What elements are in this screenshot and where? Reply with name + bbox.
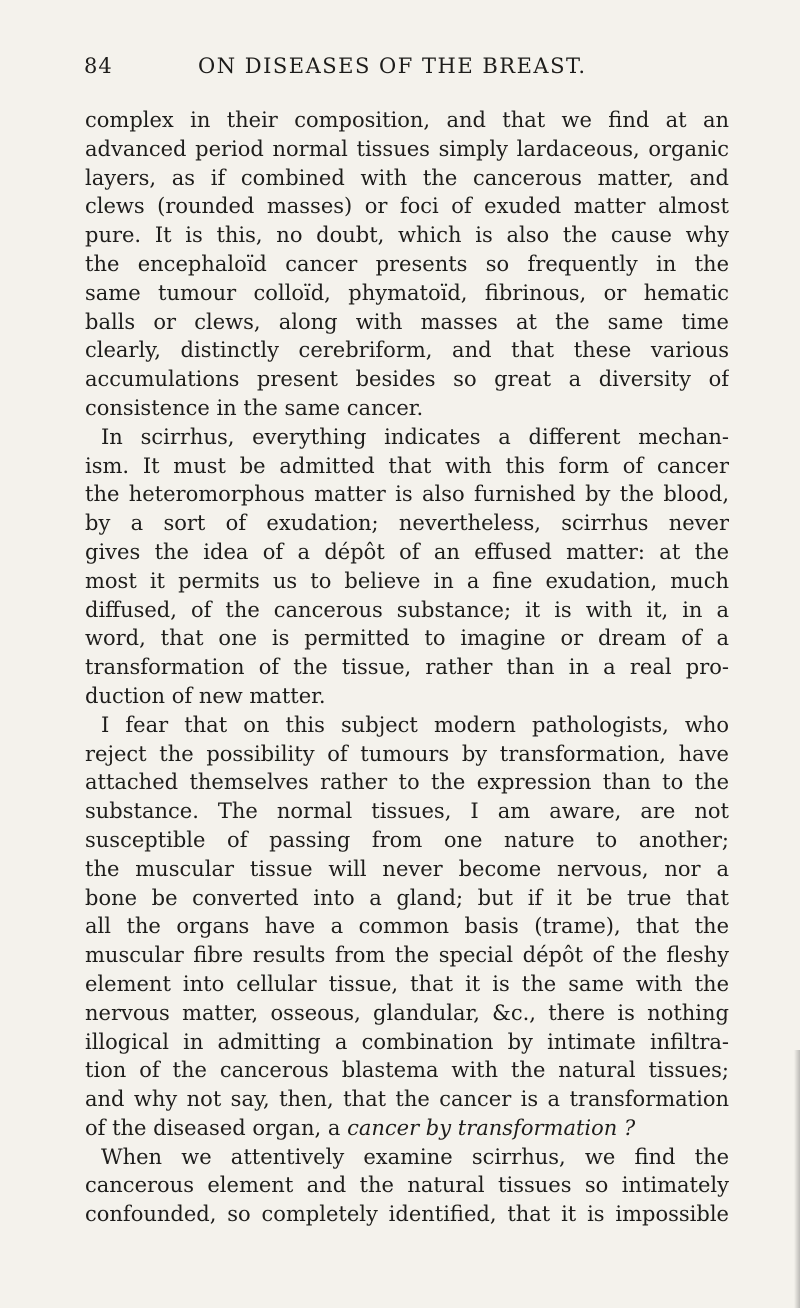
text-line bbox=[85, 1028, 729, 1057]
text-line-content: clearly, distinctly cerebriform, and that these various bbox=[85, 338, 729, 363]
text-line-content: duction of new matter. bbox=[85, 683, 326, 708]
text-line bbox=[85, 250, 729, 279]
text-line-content: layers, as if combined with the cancerous matter, and bbox=[85, 165, 729, 190]
text-line bbox=[85, 308, 729, 337]
text-line-content: gives the idea of a dépôt of an effused matter: at the bbox=[85, 539, 729, 564]
text-line-content: most it permits us to believe in a fine exudation, much bbox=[85, 568, 729, 593]
text-line bbox=[85, 1085, 729, 1114]
text-line bbox=[85, 567, 729, 596]
text-line bbox=[85, 941, 729, 970]
text-line bbox=[85, 1143, 729, 1172]
text-line-content: attached themselves rather to the expression than to the bbox=[85, 770, 729, 795]
text-line bbox=[85, 970, 729, 999]
text-line-content: tion of the cancerous blastema with the natural tissues; bbox=[85, 1058, 729, 1083]
running-title: ON DISEASES OF THE BREAST. bbox=[198, 54, 587, 78]
text-line bbox=[85, 221, 729, 250]
text-line bbox=[85, 452, 729, 481]
text-line-content: confounded, so completely identified, that it is impossible bbox=[85, 1202, 729, 1227]
text-line-italic: cancer by transformation ? bbox=[347, 1115, 636, 1140]
text-line-content: muscular fibre results from the special dépôt of the fleshy bbox=[85, 943, 729, 968]
text-line-content: the encephaloïd cancer presents so frequently in the bbox=[85, 251, 729, 276]
text-line-content: same tumour colloïd, phymatoïd, fibrinous, or hematic bbox=[85, 280, 729, 305]
text-line bbox=[85, 768, 729, 797]
text-line bbox=[85, 192, 729, 221]
text-line-content: element into cellular tissue, that it is the same with the bbox=[85, 971, 729, 996]
text-line-content: bone be converted into a gland; but if it be true that bbox=[85, 885, 729, 910]
text-line-content: of the diseased organ, a bbox=[85, 1115, 348, 1140]
text-line bbox=[85, 711, 729, 740]
text-line bbox=[85, 480, 729, 509]
text-line-content: and why not say, then, that the cancer is a transformation bbox=[85, 1087, 729, 1112]
text-line-content: illogical in admitting a combination by intimate infiltra- bbox=[85, 1029, 729, 1054]
text-line bbox=[85, 912, 729, 941]
text-line-content: all the organs have a common basis (trame), that the bbox=[85, 914, 729, 939]
text-line-content: clews (rounded masses) or foci of exuded matter almost bbox=[85, 194, 729, 219]
text-line bbox=[85, 682, 729, 711]
text-line bbox=[85, 740, 729, 769]
text-line bbox=[85, 394, 729, 423]
text-line-content: reject the possibility of tumours by transformation, have bbox=[85, 741, 729, 766]
text-line-content: balls or clews, along with masses at the same time bbox=[85, 309, 729, 334]
text-line bbox=[85, 624, 729, 653]
text-line bbox=[85, 509, 729, 538]
text-line-content: susceptible of passing from one nature to another; bbox=[85, 827, 729, 852]
text-line-content: substance. The normal tissues, I am aware, are not bbox=[85, 799, 729, 824]
body-text bbox=[85, 106, 729, 1229]
text-line bbox=[85, 826, 729, 855]
page-edge-shadow bbox=[794, 1050, 800, 1308]
page-number: 84 bbox=[84, 54, 113, 78]
text-line bbox=[85, 279, 729, 308]
page-header bbox=[84, 54, 724, 86]
text-line-content: word, that one is permitted to imagine or dream of a bbox=[85, 626, 729, 651]
text-line bbox=[85, 797, 729, 826]
text-line bbox=[85, 106, 729, 135]
text-line-content: diffused, of the cancerous substance; it is with it, in a bbox=[85, 597, 729, 622]
text-line-content: ism. It must be admitted that with this form of cancer bbox=[85, 453, 729, 478]
text-line bbox=[85, 999, 729, 1028]
text-line-content: the muscular tissue will never become nervous, nor a bbox=[85, 856, 729, 881]
text-line-content: nervous matter, osseous, glandular, &c., there is nothing bbox=[85, 1000, 729, 1025]
text-line-content: pure. It is this, no doubt, which is also the cause why bbox=[85, 223, 729, 248]
text-line bbox=[85, 538, 729, 567]
text-line bbox=[85, 135, 729, 164]
text-line bbox=[85, 365, 729, 394]
text-line-content: cancerous element and the natural tissues so intimately bbox=[85, 1173, 729, 1198]
text-line bbox=[85, 884, 729, 913]
text-line bbox=[85, 1114, 729, 1143]
text-line bbox=[85, 336, 729, 365]
text-line-content: advanced period normal tissues simply lardaceous, organic bbox=[85, 136, 729, 161]
text-line-content: the heteromorphous matter is also furnished by the blood, bbox=[85, 482, 729, 507]
text-line-content: I fear that on this subject modern pathologists, who bbox=[101, 712, 729, 737]
text-line-content: When we attentively examine scirrhus, we find the bbox=[101, 1144, 729, 1169]
text-line-content: consistence in the same cancer. bbox=[85, 395, 424, 420]
text-line bbox=[85, 596, 729, 625]
text-line bbox=[85, 164, 729, 193]
text-line-content: by a sort of exudation; nevertheless, scirrhus never bbox=[85, 511, 729, 536]
text-line-content: In scirrhus, everything indicates a different mechan- bbox=[101, 424, 729, 449]
text-line bbox=[85, 855, 729, 884]
text-line bbox=[85, 423, 729, 452]
text-line bbox=[85, 1200, 729, 1229]
text-line-content: complex in their composition, and that we find at an bbox=[85, 108, 729, 132]
text-line-content: transformation of the tissue, rather than in a real pro- bbox=[85, 655, 729, 680]
text-line-content: accumulations present besides so great a diversity of bbox=[85, 367, 729, 392]
text-line bbox=[85, 1171, 729, 1200]
text-line bbox=[85, 1056, 729, 1085]
text-line bbox=[85, 653, 729, 682]
